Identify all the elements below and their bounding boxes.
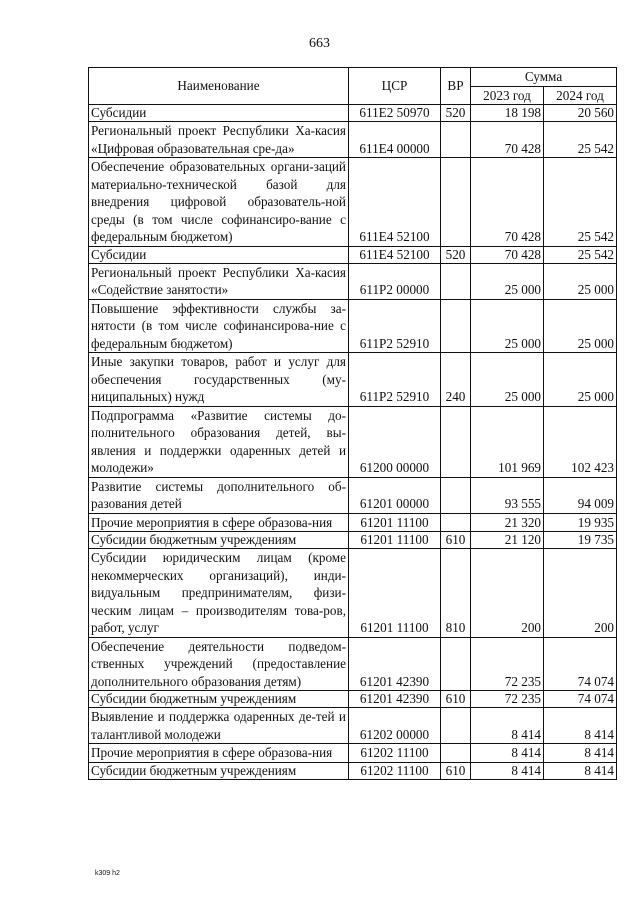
header-year-2023: 2023 год xyxy=(471,86,544,105)
row-vr xyxy=(441,263,471,299)
row-2023: 101 969 xyxy=(471,406,544,477)
row-2024: 20 560 xyxy=(544,105,617,122)
row-name: Прочие мероприятия в сфере образова-ния xyxy=(89,513,349,532)
row-2024: 74 074 xyxy=(544,637,617,691)
row-name: Подпрограмма «Развитие системы до-полнительного образования детей, вы-явления и поддержки одаренных детей и молодежи» xyxy=(89,406,349,477)
row-2023: 72 235 xyxy=(471,637,544,691)
table-row xyxy=(89,532,617,549)
row-csr: 611P2 52910 xyxy=(349,299,441,353)
footer-code: k309 h2 xyxy=(95,870,120,877)
row-2023: 25 000 xyxy=(471,299,544,353)
row-2024: 25 000 xyxy=(544,299,617,353)
table-row xyxy=(89,762,617,779)
row-vr: 810 xyxy=(441,549,471,638)
row-2024: 8 414 xyxy=(544,708,617,744)
row-2024: 25 000 xyxy=(544,263,617,299)
row-csr: 611P2 00000 xyxy=(349,263,441,299)
row-2024: 94 009 xyxy=(544,477,617,513)
header-sum: Сумма xyxy=(471,68,617,87)
row-name: Субсидии бюджетным учреждениям xyxy=(89,532,349,549)
row-csr: 61201 11100 xyxy=(349,532,441,549)
table-row xyxy=(89,246,617,263)
table-row xyxy=(89,744,617,763)
table-row xyxy=(89,513,617,532)
row-csr: 61201 11100 xyxy=(349,513,441,532)
table-row xyxy=(89,637,617,691)
header-vr: ВР xyxy=(441,68,471,105)
row-name: Региональный проект Республики Ха-касия «Цифровая образовательная сре-да» xyxy=(89,122,349,158)
row-csr: 61201 42390 xyxy=(349,691,441,708)
table-row xyxy=(89,549,617,638)
row-2023: 72 235 xyxy=(471,691,544,708)
row-2024: 25 542 xyxy=(544,158,617,247)
row-name: Субсидии бюджетным учреждениям xyxy=(89,691,349,708)
row-name: Субсидии xyxy=(89,246,349,263)
row-2023: 25 000 xyxy=(471,263,544,299)
row-vr: 240 xyxy=(441,353,471,407)
table-row xyxy=(89,263,617,299)
row-2023: 8 414 xyxy=(471,744,544,763)
row-vr xyxy=(441,637,471,691)
row-2024: 74 074 xyxy=(544,691,617,708)
row-2023: 93 555 xyxy=(471,477,544,513)
row-csr: 611E4 00000 xyxy=(349,122,441,158)
row-2024: 25 542 xyxy=(544,246,617,263)
row-2023: 21 120 xyxy=(471,532,544,549)
row-vr xyxy=(441,299,471,353)
row-csr: 61202 00000 xyxy=(349,708,441,744)
row-vr xyxy=(441,406,471,477)
row-vr: 610 xyxy=(441,532,471,549)
row-csr: 611E2 50970 xyxy=(349,105,441,122)
table-row xyxy=(89,158,617,247)
row-csr: 611P2 52910 xyxy=(349,353,441,407)
row-2023: 70 428 xyxy=(471,158,544,247)
table-row xyxy=(89,477,617,513)
row-2023: 18 198 xyxy=(471,105,544,122)
row-name: Субсидии юридическим лицам (кроме некоммерческих организаций), инди-видуальным предпринимателям, физи-ческим лицам – производителям това-ров, работ, услуг xyxy=(89,549,349,638)
row-2024: 19 935 xyxy=(544,513,617,532)
row-2023: 21 320 xyxy=(471,513,544,532)
row-csr: 61201 42390 xyxy=(349,637,441,691)
row-name: Развитие системы дополнительного об-разования детей xyxy=(89,477,349,513)
row-2023: 8 414 xyxy=(471,708,544,744)
row-csr: 61202 11100 xyxy=(349,762,441,779)
table-row xyxy=(89,406,617,477)
row-2023: 25 000 xyxy=(471,353,544,407)
row-2024: 25 542 xyxy=(544,122,617,158)
row-2024: 25 000 xyxy=(544,353,617,407)
row-2023: 200 xyxy=(471,549,544,638)
header-csr: ЦСР xyxy=(349,68,441,105)
row-name: Субсидии бюджетным учреждениям xyxy=(89,762,349,779)
row-2024: 8 414 xyxy=(544,762,617,779)
table-row xyxy=(89,105,617,122)
table-row xyxy=(89,299,617,353)
row-vr xyxy=(441,708,471,744)
row-2023: 70 428 xyxy=(471,246,544,263)
row-vr xyxy=(441,513,471,532)
row-2024: 102 423 xyxy=(544,406,617,477)
row-vr xyxy=(441,122,471,158)
budget-table xyxy=(88,67,617,780)
row-vr xyxy=(441,744,471,763)
table-body xyxy=(89,105,617,780)
row-vr: 520 xyxy=(441,105,471,122)
row-csr: 61201 11100 xyxy=(349,549,441,638)
row-vr xyxy=(441,477,471,513)
table-row xyxy=(89,691,617,708)
row-2024: 19 735 xyxy=(544,532,617,549)
table-row xyxy=(89,708,617,744)
row-2023: 70 428 xyxy=(471,122,544,158)
row-name: Обеспечение образовательных органи-заций материально-технической базой для внедрения цифровой образователь-ной среды (в том числе софинансиро-вание с федеральным бюджетом) xyxy=(89,158,349,247)
row-2023: 8 414 xyxy=(471,762,544,779)
row-2024: 8 414 xyxy=(544,744,617,763)
row-name: Иные закупки товаров, работ и услуг для обеспечения государственных (му-ниципальных) нужд xyxy=(89,353,349,407)
row-csr: 61201 00000 xyxy=(349,477,441,513)
row-vr: 520 xyxy=(441,246,471,263)
row-vr: 610 xyxy=(441,762,471,779)
row-csr: 611E4 52100 xyxy=(349,246,441,263)
row-name: Повышение эффективности службы за-нятости (в том числе софинансирова-ние с федеральным бюджетом) xyxy=(89,299,349,353)
table-row xyxy=(89,353,617,407)
table-row xyxy=(89,122,617,158)
row-name: Региональный проект Республики Ха-касия «Содействие занятости» xyxy=(89,263,349,299)
row-vr: 610 xyxy=(441,691,471,708)
table-header xyxy=(89,68,617,105)
row-name: Обеспечение деятельности подведом-ственных учреждений (предоставление дополнительного образования детям) xyxy=(89,637,349,691)
row-csr: 61200 00000 xyxy=(349,406,441,477)
row-vr xyxy=(441,158,471,247)
row-csr: 611E4 52100 xyxy=(349,158,441,247)
header-year-2024: 2024 год xyxy=(544,86,617,105)
row-name: Прочие мероприятия в сфере образова-ния xyxy=(89,744,349,763)
row-name: Субсидии xyxy=(89,105,349,122)
page-number: 663 xyxy=(309,36,330,51)
header-name: Наименование xyxy=(89,68,349,105)
row-csr: 61202 11100 xyxy=(349,744,441,763)
row-name: Выявление и поддержка одаренных де-тей и талантливой молодежи xyxy=(89,708,349,744)
row-2024: 200 xyxy=(544,549,617,638)
